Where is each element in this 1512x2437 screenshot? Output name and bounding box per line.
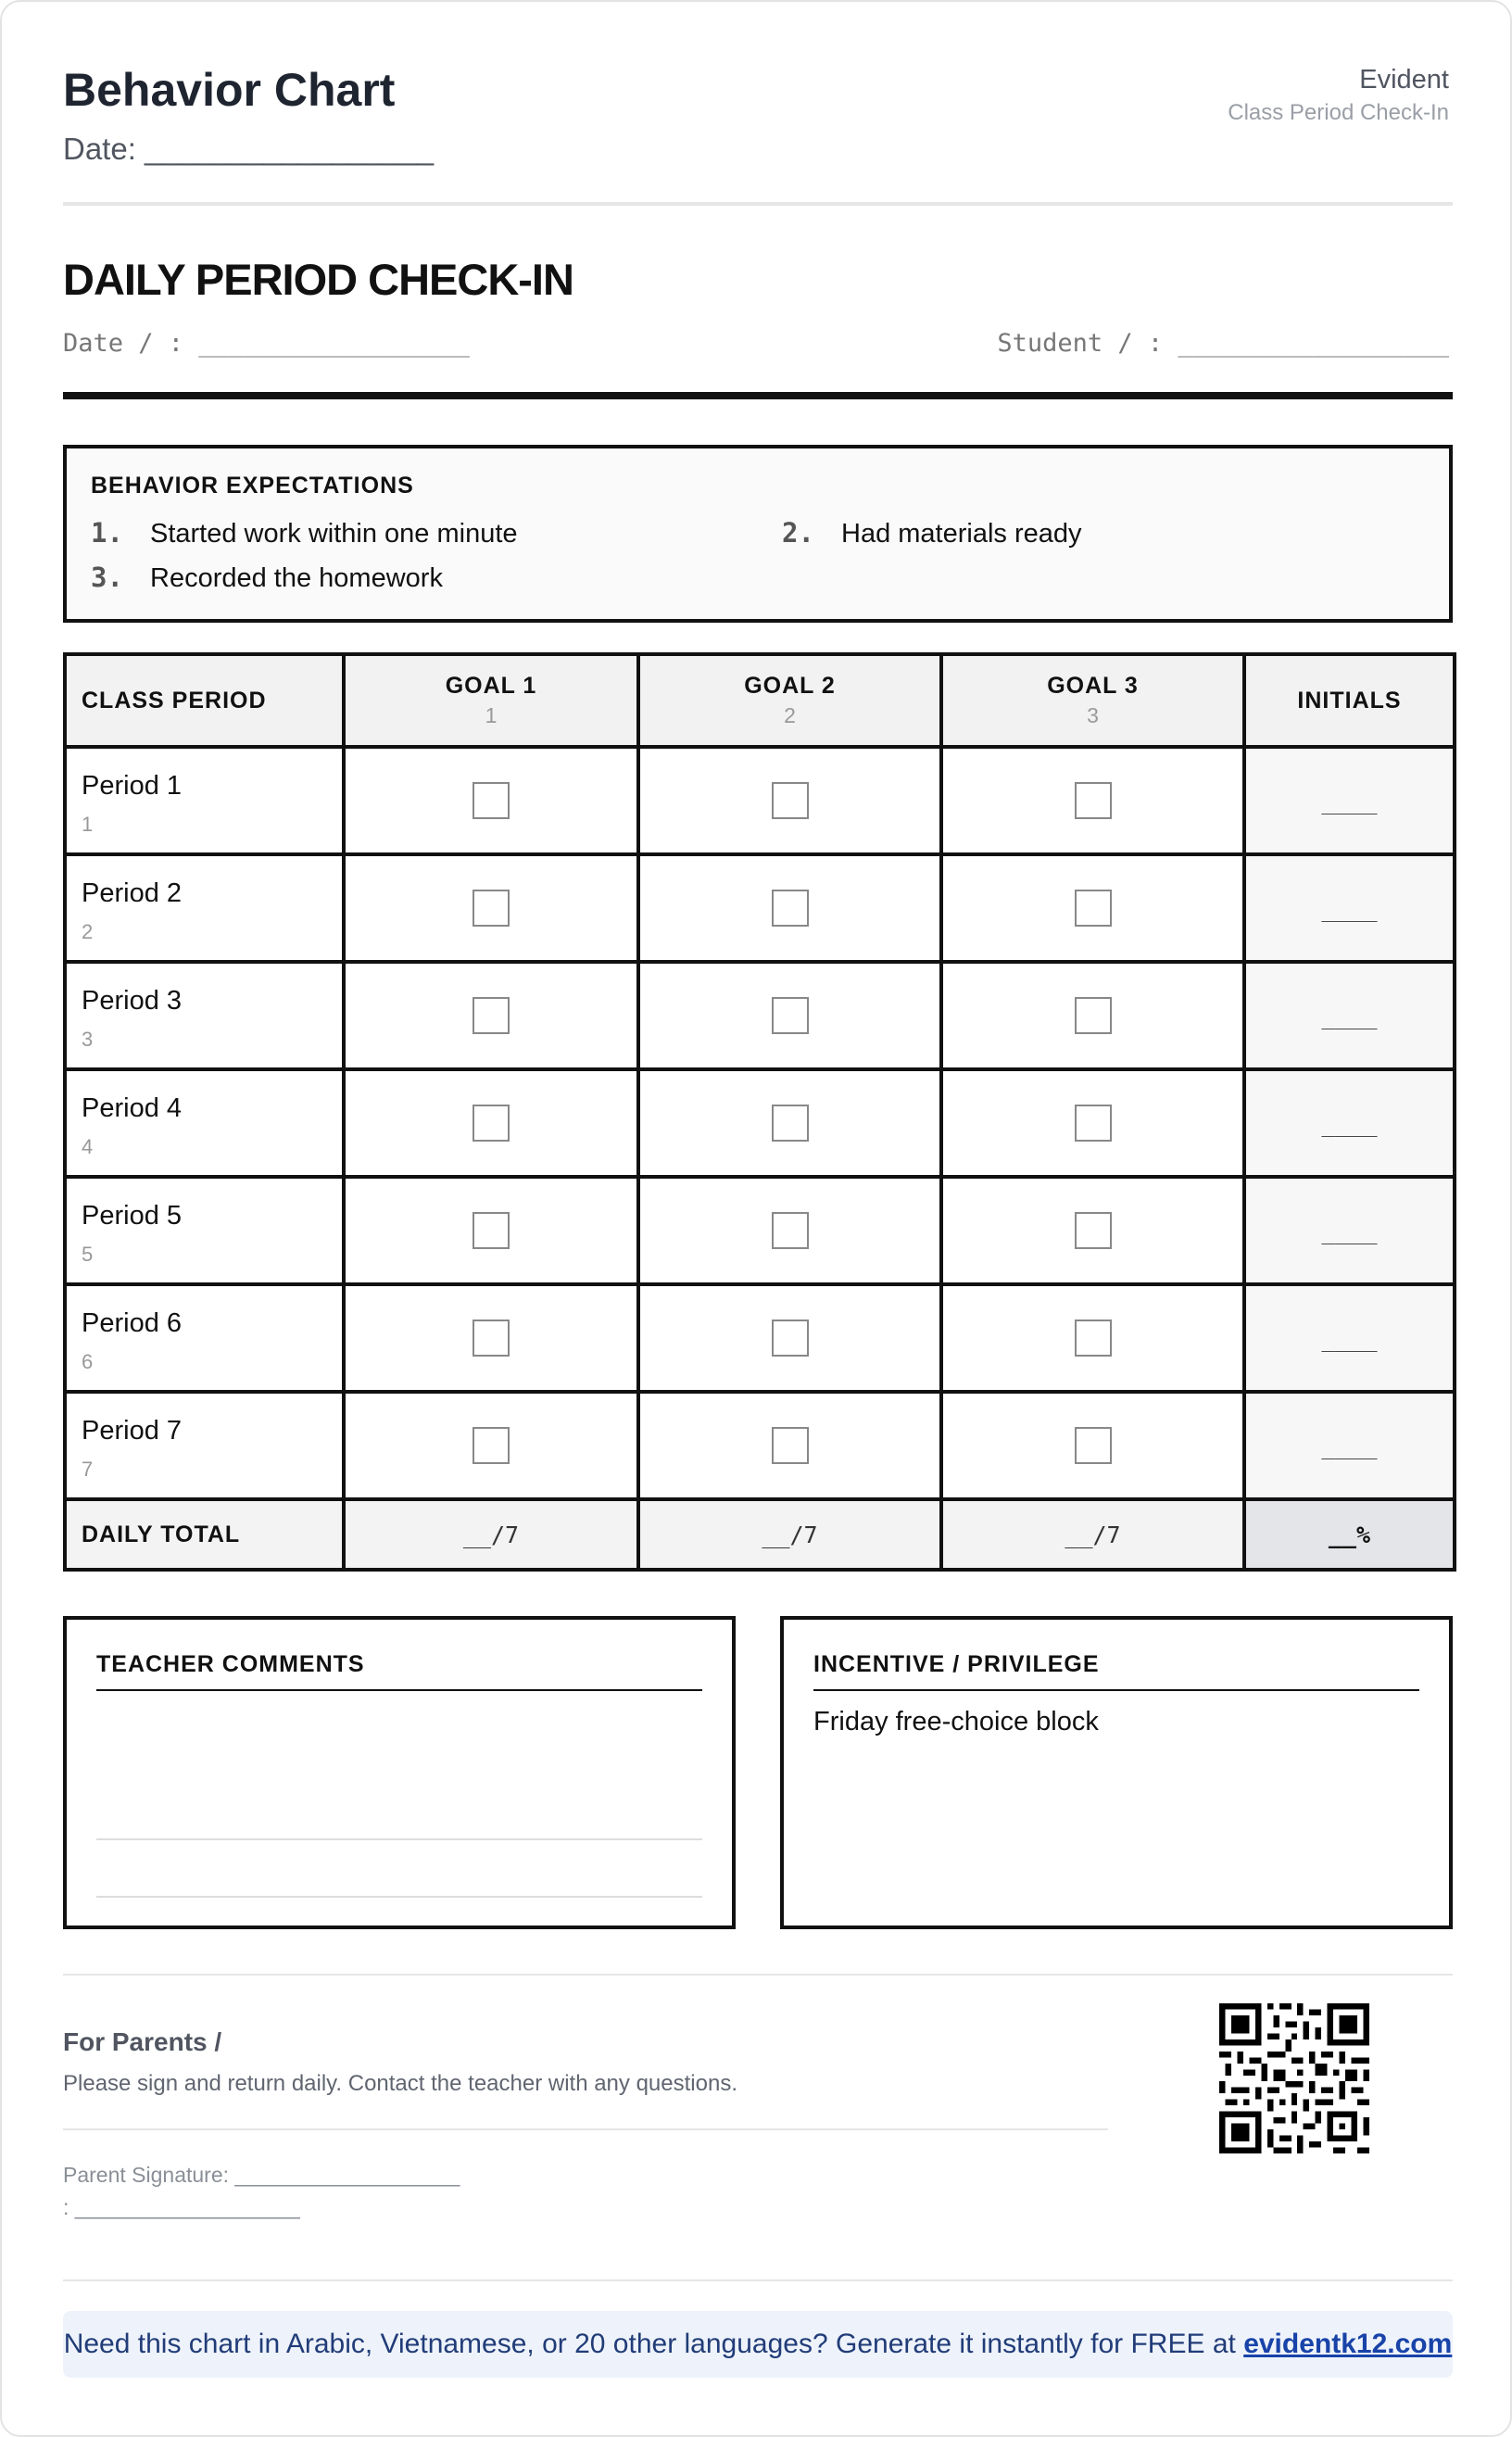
footer-divider — [63, 2279, 1453, 2281]
goal-label: GOAL 3 — [1047, 673, 1139, 699]
goal-1-cell — [344, 1284, 638, 1392]
period-sub: 7 — [82, 1458, 94, 1481]
student-field[interactable]: Student / : __________________ — [997, 329, 1449, 358]
goal-label: GOAL 1 — [445, 673, 537, 699]
goal-2-cell — [638, 1177, 941, 1284]
expectation-number: 3. — [91, 562, 123, 593]
teacher-comments-heading: TEACHER COMMENTS — [96, 1651, 702, 1691]
goal-3-checkbox[interactable] — [1075, 1427, 1112, 1464]
table-row — [65, 1177, 1455, 1284]
goal-2-checkbox[interactable] — [772, 782, 809, 819]
goal-2-cell — [638, 1284, 941, 1392]
expectation-number: 2. — [782, 517, 814, 549]
period-cell — [65, 962, 344, 1069]
total-percent[interactable]: __% — [1244, 1499, 1455, 1570]
comment-line — [96, 1838, 702, 1840]
expectation-text: Recorded the homework — [150, 563, 443, 593]
goal-1-checkbox[interactable] — [472, 1212, 510, 1249]
initials-field[interactable]: ____ — [1244, 962, 1455, 1069]
translation-banner — [63, 2311, 1453, 2378]
goal-3-cell — [941, 1069, 1244, 1177]
table-row — [65, 1392, 1455, 1499]
checkin-table — [63, 652, 1456, 1572]
goal-1-cell — [344, 1069, 638, 1177]
period-cell — [65, 1177, 344, 1284]
period-sub: 6 — [82, 1350, 94, 1373]
goal-1-cell — [344, 1392, 638, 1499]
goal-2-checkbox[interactable] — [772, 1427, 809, 1464]
incentive-text: Friday free-choice block — [813, 1707, 1099, 1736]
qr-code — [1219, 2003, 1369, 2153]
goal-2-total[interactable]: __/7 — [638, 1499, 941, 1570]
initials-field[interactable]: ____ — [1244, 1069, 1455, 1177]
goal-label: GOAL 2 — [744, 673, 836, 699]
goal-3-cell — [941, 1284, 1244, 1392]
initials-field[interactable]: ____ — [1244, 1177, 1455, 1284]
header-divider — [63, 202, 1453, 206]
period-sub: 5 — [82, 1243, 94, 1266]
goal-sub: 2 — [784, 703, 796, 727]
goal-1-cell — [344, 854, 638, 962]
goal-2-checkbox[interactable] — [772, 1320, 809, 1357]
signature-divider — [63, 2128, 1108, 2130]
period-sub: 1 — [82, 813, 94, 836]
col-header-goal-1 — [344, 654, 638, 747]
parent-signature-field[interactable]: Parent Signature: ___________________ — [63, 2163, 460, 2187]
goal-2-cell — [638, 1392, 941, 1499]
teacher-comments-box[interactable] — [63, 1616, 736, 1929]
banner-link[interactable]: evidentk12.com — [1243, 2329, 1453, 2359]
goal-1-cell — [344, 962, 638, 1069]
expectation-number: 1. — [91, 517, 123, 549]
goal-sub: 3 — [1087, 703, 1099, 727]
period-name: Period 5 — [82, 1201, 183, 1231]
goal-2-cell — [638, 1069, 941, 1177]
daily-total-label: DAILY TOTAL — [65, 1499, 344, 1570]
comment-line — [96, 1896, 702, 1898]
goal-3-checkbox[interactable] — [1075, 1105, 1112, 1142]
goal-2-cell — [638, 854, 941, 962]
goal-3-cell — [941, 1392, 1244, 1499]
table-row — [65, 747, 1455, 854]
period-sub: 4 — [82, 1135, 94, 1158]
goal-3-cell — [941, 747, 1244, 854]
goal-1-checkbox[interactable] — [472, 1105, 510, 1142]
date-field[interactable]: Date / : __________________ — [63, 329, 470, 358]
initials-field[interactable]: ____ — [1244, 854, 1455, 962]
period-cell — [65, 1284, 344, 1392]
col-header-period: CLASS PERIOD — [65, 654, 344, 747]
expectation-item — [91, 517, 518, 549]
goal-3-cell — [941, 962, 1244, 1069]
parents-divider — [63, 1974, 1453, 1976]
brand-subtitle: Class Period Check-In — [1228, 100, 1449, 125]
parents-instructions: Please sign and return daily. Contact the teacher with any questions. — [63, 2071, 737, 2096]
goal-3-checkbox[interactable] — [1075, 1320, 1112, 1357]
period-cell — [65, 1069, 344, 1177]
period-name: Period 1 — [82, 771, 183, 801]
page-title: Behavior Chart — [63, 64, 396, 116]
parents-title: For Parents / — [63, 2027, 222, 2056]
daily-total-row — [65, 1499, 1455, 1570]
period-cell — [65, 747, 344, 854]
col-header-goal-2 — [638, 654, 941, 747]
section-title: DAILY PERIOD CHECK-IN — [63, 255, 573, 304]
goal-3-checkbox[interactable] — [1075, 890, 1112, 927]
behavior-expectations-panel — [63, 445, 1453, 623]
goal-1-cell — [344, 747, 638, 854]
goal-1-checkbox[interactable] — [472, 782, 510, 819]
goal-2-cell — [638, 747, 941, 854]
incentive-heading: INCENTIVE / PRIVILEGE — [813, 1651, 1419, 1691]
initials-field[interactable]: ____ — [1244, 747, 1455, 854]
period-name: Period 7 — [82, 1416, 183, 1446]
goal-3-cell — [941, 1177, 1244, 1284]
col-header-initials: INITIALS — [1244, 654, 1455, 747]
goal-3-checkbox[interactable] — [1075, 1212, 1112, 1249]
goal-1-checkbox[interactable] — [472, 890, 510, 927]
goal-sub: 1 — [485, 703, 498, 727]
goal-2-checkbox[interactable] — [772, 1105, 809, 1142]
goal-2-cell — [638, 962, 941, 1069]
goal-2-checkbox[interactable] — [772, 1212, 809, 1249]
table-row — [65, 854, 1455, 962]
section-divider — [63, 392, 1453, 399]
goal-1-cell — [344, 1177, 638, 1284]
incentive-box — [780, 1616, 1453, 1929]
expectation-text: Started work within one minute — [150, 519, 518, 549]
goal-3-checkbox[interactable] — [1075, 997, 1112, 1034]
period-cell — [65, 854, 344, 962]
goal-1-total[interactable]: __/7 — [344, 1499, 638, 1570]
period-sub: 3 — [82, 1028, 94, 1051]
goal-3-cell — [941, 854, 1244, 962]
banner-text: Need this chart in Arabic, Vietnamese, or 20 other languages? Generate it instantly for FREE at — [63, 2329, 1244, 2359]
expectation-text: Had materials ready — [841, 519, 1082, 549]
expectation-item — [91, 562, 443, 594]
period-name: Period 3 — [82, 986, 183, 1016]
period-cell — [65, 1392, 344, 1499]
goal-3-checkbox[interactable] — [1075, 782, 1112, 819]
brand-name: Evident — [1359, 65, 1449, 95]
goal-1-checkbox[interactable] — [472, 1320, 510, 1357]
period-name: Period 4 — [82, 1093, 183, 1123]
table-row — [65, 1069, 1455, 1177]
period-name: Period 2 — [82, 878, 183, 908]
goal-3-total[interactable]: __/7 — [941, 1499, 1244, 1570]
expectation-item — [782, 517, 1082, 549]
table-row — [65, 962, 1455, 1069]
goal-2-checkbox[interactable] — [772, 890, 809, 927]
goal-1-checkbox[interactable] — [472, 997, 510, 1034]
header-date-line: Date: _________________ — [63, 132, 435, 166]
initials-field[interactable]: ____ — [1244, 1284, 1455, 1392]
initials-field[interactable]: ____ — [1244, 1392, 1455, 1499]
goal-2-checkbox[interactable] — [772, 997, 809, 1034]
period-name: Period 6 — [82, 1308, 183, 1338]
col-header-goal-3 — [941, 654, 1244, 747]
table-body — [65, 747, 1455, 1570]
expectations-heading: BEHAVIOR EXPECTATIONS — [91, 473, 414, 499]
period-sub: 2 — [82, 920, 94, 943]
goal-1-checkbox[interactable] — [472, 1427, 510, 1464]
table-row — [65, 1284, 1455, 1392]
table-header-row — [65, 654, 1455, 747]
secondary-signature-field[interactable]: : ___________________ — [63, 2195, 300, 2219]
